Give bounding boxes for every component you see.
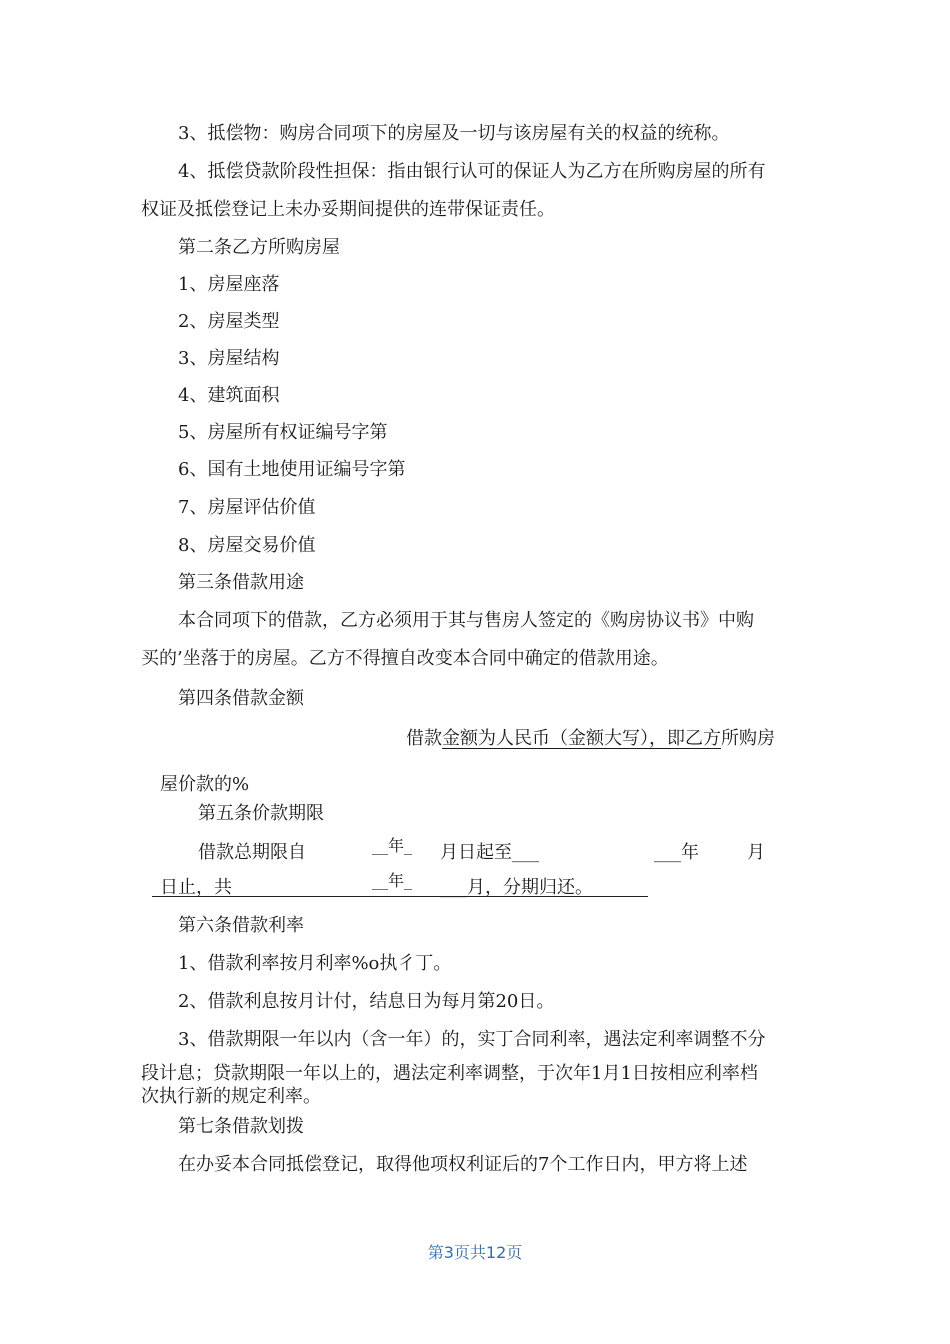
clause-item-4-guarantee-cont: 权证及抵偿登记上未办妥期间提供的连带保证责任。 xyxy=(141,199,555,220)
loan-term-end: 日止，共 xyxy=(160,877,232,898)
ownership-certificate: 5、房屋所有权证编号字第 xyxy=(178,422,388,443)
loan-term-date-to: 月日起至___ xyxy=(440,842,539,863)
page-number: 第3页共12页 xyxy=(427,1243,523,1262)
interest-rate-item-3: 3、借款期限一年以内（含一年）的，实丁合同利率，遇法定利率调整不分 xyxy=(178,1029,766,1050)
article-3-heading: 第三条借款用途 xyxy=(178,572,304,593)
disbursement-text: 在办妥本合同抵偿登记，取得他项权利证后的7个工作日内，甲方将上述 xyxy=(178,1154,748,1175)
loan-term-start: 借款总期限自 xyxy=(198,842,306,863)
interest-rate-item-3-cont-2: 次执行新的规定利率。 xyxy=(141,1086,321,1107)
house-structure: 3、房屋结构 xyxy=(178,348,280,369)
interest-rate-item-1: 1、借款利率按月利率%o执彳丁。 xyxy=(178,953,452,974)
loan-purpose-text-cont: 买的’坐落于的房屋。乙方不得擅自改变本合同中确定的借款用途。 xyxy=(141,648,669,669)
article-6-heading: 第六条借款利率 xyxy=(178,915,304,936)
loan-purpose-text: 本合同项下的借款，乙方必须用于其与售房人签定的《购房协议书》中购 xyxy=(178,610,754,631)
house-type: 2、房屋类型 xyxy=(178,311,280,332)
transaction-value: 8、房屋交易价值 xyxy=(178,535,316,556)
loan-term-installments: ___月，分期归还。 xyxy=(440,877,593,898)
article-4-heading: 第四条借款金额 xyxy=(178,688,304,709)
interest-rate-item-2: 2、借款利息按月计付，结息日为每月第20日。 xyxy=(178,991,555,1012)
term-underline xyxy=(152,896,648,897)
article-5-heading: 第五条价款期限 xyxy=(198,803,324,824)
clause-item-4-guarantee: 4、抵偿贷款阶段性担保：指由银行认可的保证人为乙方在所购房屋的所有 xyxy=(178,161,766,182)
loan-term-month: 月 xyxy=(747,842,765,863)
loan-term-year-blank-1: __年_ xyxy=(372,836,413,855)
house-location: 1、房屋座落 xyxy=(178,274,280,295)
loan-amount-percent: 屋价款的% xyxy=(160,774,250,795)
loan-amount-line: 借款金额为人民币（金额大写），即乙方所购房 xyxy=(406,728,775,749)
article-2-heading: 第二条乙方所购房屋 xyxy=(178,237,340,258)
appraised-value: 7、房屋评估价值 xyxy=(178,497,316,518)
building-area: 4、建筑面积 xyxy=(178,385,280,406)
loan-term-year-blank-3: __年_ xyxy=(372,871,413,890)
land-use-certificate: 6、国有土地使用证编号字第 xyxy=(178,459,406,480)
clause-item-3-collateral: 3、抵偿物：购房合同项下的房屋及一切与该房屋有关的权益的统称。 xyxy=(178,123,730,144)
interest-rate-item-3-cont: 段计息；贷款期限一年以上的，遇法定利率调整，于次年1月1日按相应利率档 xyxy=(141,1063,758,1084)
loan-term-year-blank-2: ___年 xyxy=(654,842,699,863)
article-7-heading: 第七条借款划拨 xyxy=(178,1116,304,1137)
